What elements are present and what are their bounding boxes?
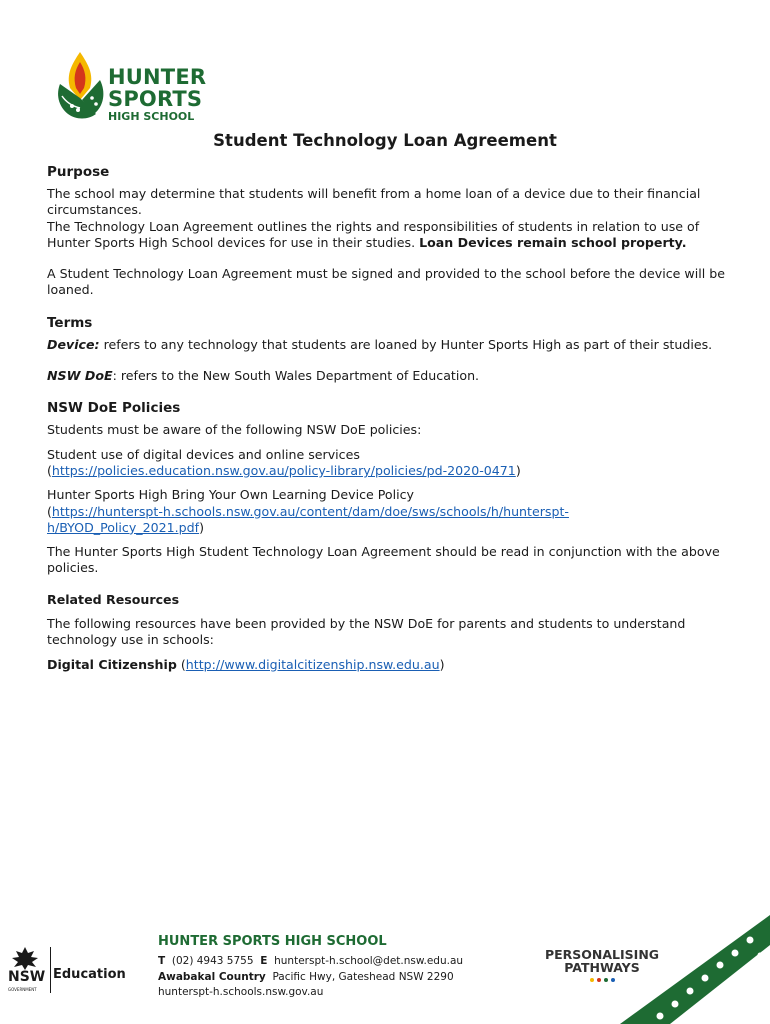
email-label: E <box>260 955 268 967</box>
policies-intro: Students must be aware of the following NSW DoE policies: <box>47 422 422 438</box>
logo-line-1: HUNTER <box>108 65 207 89</box>
policy-2-title: Hunter Sports High Bring Your Own Learning Device Policy <box>47 487 414 503</box>
purpose-paragraph-1: The school may determine that students will benefit from a home loan of a device due to their financial circumstances. <box>47 186 701 218</box>
term-doe-label: NSW DoE <box>47 368 113 384</box>
policies-closing: The Hunter Sports High Student Technology Loan Agreement should be read in conjunction with the above policies. <box>47 544 720 576</box>
resource-item-link[interactable]: http://www.digitalcitizenship.nsw.edu.au <box>185 656 440 672</box>
resources-heading: Related Resources <box>47 591 180 607</box>
policy-1-link[interactable]: https://policies.education.nsw.gov.au/policy-library/policies/pd-2020-0471 <box>51 462 516 478</box>
country-label: Awabakal Country <box>158 970 266 983</box>
footer-school-name: HUNTER SPORTS HIGH SCHOOL <box>158 934 387 949</box>
terms-heading: Terms <box>47 314 93 331</box>
nsw-wordmark: NSW <box>8 969 46 985</box>
page-footer <box>0 915 770 1024</box>
policy-2-link-part-1[interactable]: https://hunterspt-h.schools.nsw.gov.au/content/dam/doe/sws/schools/h/hunterspt- <box>51 503 569 519</box>
phone-label: T <box>158 955 166 967</box>
term-doe <box>47 368 727 384</box>
email-address: hunterspt-h.school@det.nsw.edu.au <box>274 955 464 967</box>
policy-2-link-part-2[interactable]: h/BYOD_Policy_2021.pdf <box>47 519 200 535</box>
resource-item: Digital Citizenship (http://www.digitalcitizenship.nsw.edu.au) <box>47 656 445 672</box>
purpose-paragraph-3: A Student Technology Loan Agreement must be signed and provided to the school before the device will be loaned. <box>47 266 725 298</box>
policy-2: Hunter Sports High Bring Your Own Learning Device Policy (https://hunterspt-h.schools.nsw.gov.au/content/dam/doe/sws/schools/h/hunterspt- h/BYOD_Policy_2021.pdf) <box>47 487 569 535</box>
school-logo <box>52 50 222 126</box>
policy-1-title: Student use of digital devices and online services <box>47 446 360 462</box>
waratah-icon <box>8 945 42 971</box>
term-device <box>47 337 727 353</box>
term-doe-definition: : refers to the New South Wales Department of Education. <box>112 368 480 384</box>
logo-line-3: HIGH SCHOOL <box>108 110 195 123</box>
policies-heading: NSW DoE Policies <box>47 400 181 417</box>
government-wordmark: GOVERNMENT <box>8 987 37 992</box>
education-wordmark: Education <box>53 967 126 982</box>
term-device-definition: refers to any technology that students are loaned by Hunter Sports High as part of their studies. <box>99 336 713 352</box>
resource-item-label: Digital Citizenship <box>47 656 177 672</box>
resources-intro: The following resources have been provided by the NSW DoE for parents and students to understand technology use in schools: <box>47 616 686 648</box>
footer-contact-line <box>158 954 498 970</box>
purpose-paragraph-2 <box>47 219 727 252</box>
decorative-stripe <box>600 915 770 1024</box>
purpose-heading: Purpose <box>47 164 110 180</box>
phone-number: (02) 4943 5755 <box>171 955 254 967</box>
policy-2-link[interactable] <box>47 504 569 535</box>
purpose-p2-text: The Technology Loan Agreement outlines the rights and responsibilities of students in relation to use of Hunter Sports High School devices for use in their studies. <box>47 218 700 250</box>
tagline-line-1: PERSONALISING <box>544 947 660 962</box>
footer-website: hunterspt-h.schools.nsw.gov.au <box>158 986 324 998</box>
tagline-line-2: PATHWAYS <box>564 960 640 975</box>
purpose-p2-bold: Loan Devices remain school property. <box>419 234 687 250</box>
logo-divider <box>50 947 51 993</box>
street-address: Pacific Hwy, Gateshead NSW 2290 <box>272 970 454 983</box>
document-body <box>47 163 727 673</box>
school-crest-icon <box>52 50 108 124</box>
term-device-label: Device: <box>47 336 100 352</box>
footer-address-line <box>158 970 498 986</box>
school-contact-block <box>158 933 498 1001</box>
policy-1: Student use of digital devices and online services (https://policies.education.nsw.gov.au/policy-library/policies/pd-2020-0471) <box>47 446 521 478</box>
document-title: Student Technology Loan Agreement <box>213 131 557 150</box>
logo-line-2: SPORTS <box>108 87 203 111</box>
